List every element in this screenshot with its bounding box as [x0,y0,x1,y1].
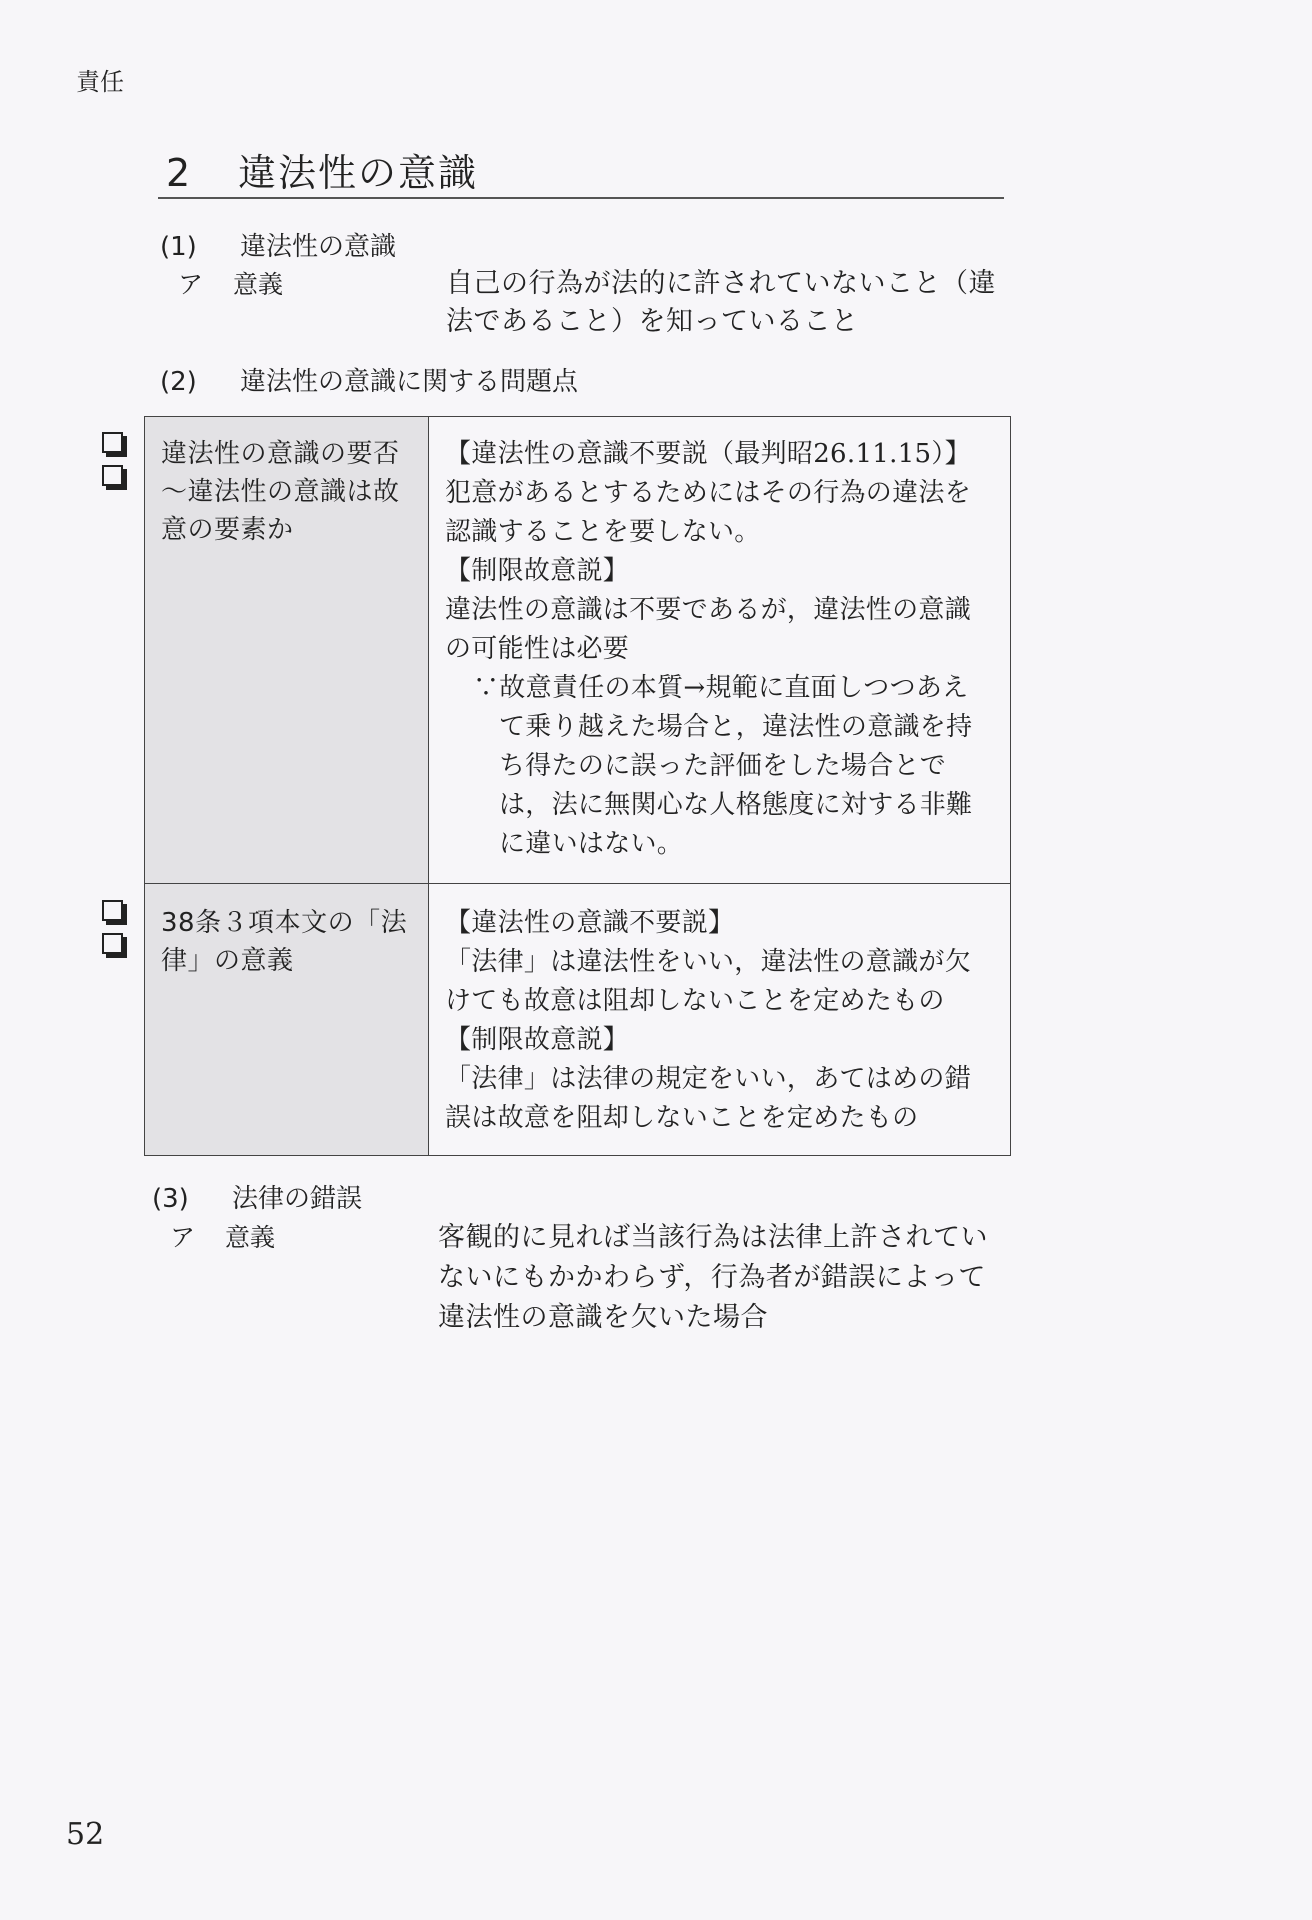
theory-line: 誤は故意を阻却しないことを定めたもの [445,1103,919,1133]
reason-block [445,669,1002,864]
review-checkbox[interactable] [102,432,123,453]
page-number: 52 [66,1817,105,1852]
subsection-1-number: (1) [160,232,197,262]
definition-line: 違法性の意識を欠いた場合 [438,1302,768,1333]
theory-line: 違法性の意識は不要であるが，違法性の意識 [445,595,972,625]
reason-line: は，法に無関心な人格態度に対する非難 [499,790,973,820]
theory-cell [429,417,1011,884]
issue-line: 律」の意義 [161,946,294,976]
theory-heading: 【違法性の意識不要説（最判昭26.11.15）】 [445,439,971,469]
issue-cell [145,884,429,1156]
subsection-3-item-label [170,1218,275,1254]
theory-line: の可能性は必要 [445,634,630,664]
issues-table [144,416,1011,1156]
issue-line: 38条３項本文の「法 [161,908,408,938]
definition-line: 客観的に見れば当該行為は法律上許されてい [438,1222,988,1253]
theory-heading: 【制限故意説】 [445,556,630,586]
subsection-3-definition [438,1218,1018,1338]
reason-line: に違いはない。 [499,829,684,859]
section-title [166,142,478,197]
table-row [145,417,1011,884]
subsection-1-item-label [178,265,283,301]
item-label-text: 意義 [225,1223,276,1252]
table-row [145,884,1011,1156]
issue-line: ～違法性の意識は故 [161,477,400,507]
reason-line: て乗り越えた場合と，違法性の意識を持 [499,712,973,742]
issue-cell [145,417,429,884]
theory-cell [429,884,1011,1156]
running-head: 責任 [76,68,124,96]
definition-line: ないにもかかわらず，行為者が錯誤によって [438,1262,986,1293]
definition-line: 自己の行為が法的に許されていないこと（違 [446,268,996,299]
theory-line: 「法律」は違法性をいい，違法性の意識が欠 [445,947,972,977]
subsection-2-title: 違法性の意識に関する問題点 [240,367,579,397]
subsection-1-heading [160,226,396,263]
theory-line: 認識することを要しない。 [445,517,761,547]
subsection-3-number: (3) [152,1184,189,1214]
subsection-3-heading [152,1178,362,1215]
subsection-2-heading [160,361,578,398]
issue-line: 違法性の意識の要否 [161,439,400,469]
theory-heading: 【違法性の意識不要説】 [445,908,735,938]
review-checkbox[interactable] [102,465,123,486]
reason-line: ち得たのに誤った評価をした場合とで [499,751,947,781]
review-checkbox[interactable] [102,933,123,954]
subsection-3-title: 法律の錯誤 [232,1184,363,1214]
subsection-2-number: (2) [160,367,197,397]
subsection-1-title: 違法性の意識 [240,232,397,262]
reason-line: ∵故意責任の本質→規範に直面しつつあえ [473,673,969,703]
section-number: 2 [166,151,193,195]
review-checkbox[interactable] [102,900,123,921]
item-label-number: ア [178,270,204,299]
issue-line: 意の要素か [161,515,294,545]
theory-line: けても故意は阻却しないことを定めたもの [445,986,945,1016]
item-label-number: ア [170,1223,196,1252]
theory-heading: 【制限故意説】 [445,1025,630,1055]
title-rule [158,197,1004,199]
theory-line: 「法律」は法律の規定をいい，あてはめの錯 [445,1064,972,1094]
item-label-text: 意義 [233,270,284,299]
definition-line: 法であること）を知っていること [446,306,859,337]
theory-line: 犯意があるとするためにはその行為の違法を [445,478,972,508]
subsection-1-definition [446,265,1026,341]
section-title-text: 違法性の意識 [238,151,479,195]
